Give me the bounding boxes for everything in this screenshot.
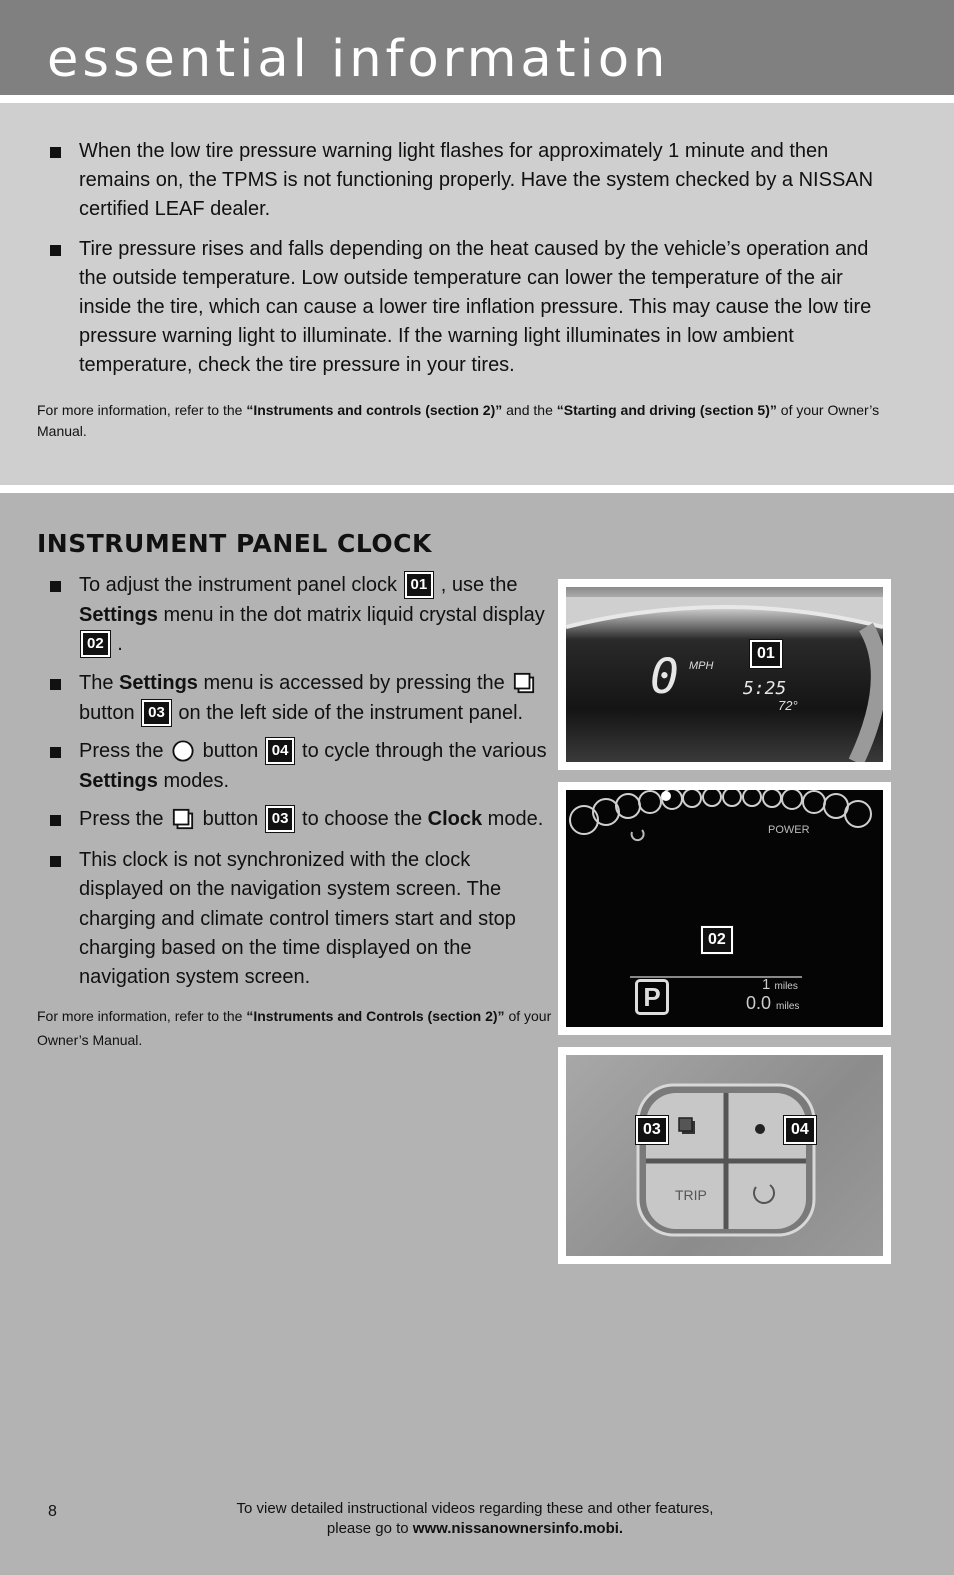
list-item: The Settings menu is accessed by pressing the button 03 on the left side of the instrument panel. — [79, 669, 549, 728]
callout-badge: 04 — [266, 738, 295, 764]
divider — [0, 485, 954, 493]
callout-badge: 01 — [750, 640, 782, 668]
callout-badge: 03 — [266, 806, 295, 832]
square-button-icon — [513, 672, 535, 694]
page-title: essential information — [47, 30, 670, 89]
photo-instrument-cluster — [558, 579, 891, 770]
callout-badge: 04 — [784, 1116, 816, 1144]
list-item: Press the button 04 to cycle through the various Settings modes. — [79, 737, 549, 796]
button-cluster-illustration — [566, 1055, 883, 1256]
website-link[interactable]: www.nissanownersinfo.mobi. — [412, 1520, 624, 1537]
power-meter-illustration — [566, 790, 883, 1027]
power-label: POWER — [768, 824, 810, 836]
page-number: 8 — [48, 1503, 57, 1520]
bullet-icon — [50, 245, 61, 256]
callout-badge: 02 — [701, 926, 733, 954]
manual-reference: “Starting and driving (section 5)” — [556, 402, 777, 418]
photo-dot-matrix-display — [558, 782, 891, 1035]
bullet-icon — [50, 815, 61, 826]
bullet-text: When the low tire pressure warning light flashes for approximately 1 minute and then remains on, the TPMS is not functioning properly. Have the system checked by a NISSAN certified LEAF dealer. — [79, 140, 874, 220]
bullet-icon — [50, 747, 61, 758]
bullet-text: Tire pressure rises and falls depending on the heat caused by the vehicle’s operation and the outside temperature. Low outside temperature can lower the temperature of the air inside the tire, which can cause a lower tire inflation pressure. This may cause the low tire pressure warning light to illuminate. If the warning light illuminates in low ambient temperature, check the tire pressure in your tires. — [79, 238, 872, 376]
footer-note: To view detailed instructional videos regarding these and other features, please go to www.nissanownersinfo.mobi. — [236, 1500, 714, 1537]
square-button-icon — [172, 808, 194, 830]
callout-badge: 01 — [405, 572, 434, 598]
reference-note: For more information, refer to the “Instruments and Controls (section 2)” of your Owner’s Manual. — [37, 1008, 552, 1048]
list-item: To adjust the instrument panel clock 01 , use the Settings menu in the dot matrix liquid crystal display 02 . — [79, 571, 549, 660]
clock-readout: 5:25 — [743, 678, 787, 699]
trip-button-label: TRIP — [675, 1187, 707, 1203]
list-item — [79, 137, 899, 224]
reference-note: For more information, refer to the “Instruments and controls (section 2)” and the “Starting and driving (section 5)” of your Owner’s Manual. — [37, 402, 880, 439]
bullet-icon — [50, 147, 61, 158]
divider — [0, 95, 954, 103]
callout-badge: 02 — [81, 631, 110, 657]
manual-reference: “Instruments and Controls (section 2)” — [246, 1008, 505, 1024]
photo-control-buttons — [558, 1047, 891, 1264]
trip-readout-top: 1 miles — [762, 976, 798, 993]
list-item: Press the button 03 to choose the Clock mode. — [79, 805, 559, 835]
trip-readout-bottom: 0.0 miles — [746, 993, 800, 1013]
callout-badge: 03 — [142, 700, 171, 726]
speed-value: 0 — [650, 649, 679, 705]
gear-indicator: P — [635, 979, 669, 1015]
list-item — [79, 235, 899, 380]
bullet-icon — [50, 679, 61, 690]
cluster-illustration — [566, 587, 883, 762]
circle-button-icon — [172, 740, 194, 762]
list-item — [79, 846, 549, 992]
temperature-readout: 72° — [778, 698, 798, 713]
callout-badge: 03 — [636, 1116, 668, 1144]
manual-reference: “Instruments and controls (section 2)” — [246, 402, 503, 418]
section-heading: INSTRUMENT PANEL CLOCK — [37, 529, 432, 558]
bullet-text: This clock is not synchronized with the clock displayed on the navigation system screen. The charging and climate control timers start and stop charging based on the time displayed on the navigation system screen. — [79, 849, 516, 989]
bullet-icon — [50, 856, 61, 867]
page-header — [0, 0, 954, 95]
speed-unit: MPH — [689, 660, 714, 672]
bullet-icon — [50, 581, 61, 592]
